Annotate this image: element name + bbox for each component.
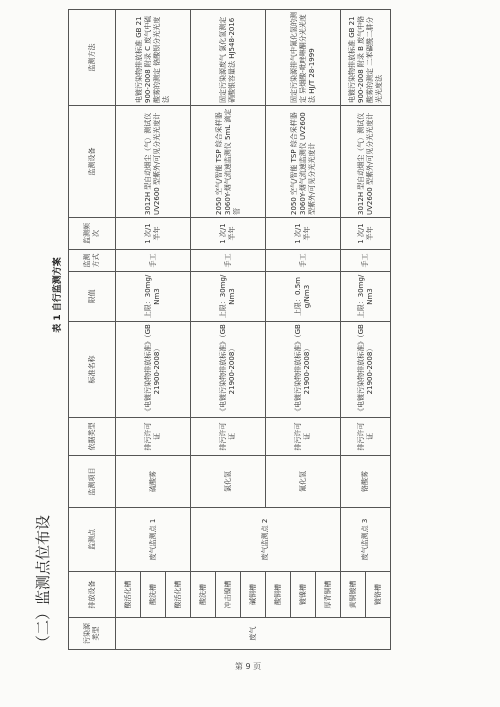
item-cell: 硫酸雾 [116, 456, 191, 508]
method-cell: 电镀污染物排放标准 GB 21900-2008 附录 C 废气中硫酸雾的测定 铬酸钡分光光度法 [116, 10, 191, 106]
basis-cell: 排污许可证 [266, 418, 341, 456]
freq-cell: 1 次/1 半年 [266, 218, 341, 250]
equipment-cell: 碱铜槽 [241, 572, 266, 618]
method-cell: 固定污染源排气中氰化氢的测定 异烟酸-吡唑啉酮分光光度法 HJ/T 28-1999 [266, 10, 341, 106]
mode-cell: 手工 [191, 250, 266, 272]
basis-cell: 排污许可证 [341, 418, 391, 456]
method-cell: 固定污染源废气 氯化氢测定 硝酸银容量法 HJ548-2016 [191, 10, 266, 106]
method-cell: 电镀污染物排放标准 GB 21900-2008 附录 B 废气中铬酸雾的测定 二苯碳酰二肼分光光度法 [341, 10, 391, 106]
equipment-cell: 酸活化槽 [116, 572, 141, 618]
header-cell: 排放设备 [69, 572, 116, 618]
limit-cell: 上限：30mg/Nm3 [191, 272, 266, 322]
header-cell: 依据类型 [69, 418, 116, 456]
item-cell: 铬酸雾 [341, 456, 391, 508]
section-heading: （二）监测点位布设 [34, 514, 52, 650]
equipment-cell: 酸洗槽 [191, 572, 216, 618]
table-title: 表 1 自行监测方案 [53, 257, 63, 333]
header-cell: 监测频次 [69, 218, 116, 250]
device-cell: 3012H 型自动烟尘（气）测试仪 UV2600 型紫外/可见分光光度计 [341, 106, 391, 218]
freq-cell: 1 次/1 半年 [341, 218, 391, 250]
limit-cell: 上限：30mg/Nm3 [341, 272, 391, 322]
page-number: 第 9 页 [234, 662, 262, 671]
mode-cell: 手工 [341, 250, 391, 272]
device-cell: 2050 空气/智能 TSP 综合采样器 3060Y-烟气流速监测仪 5mL 滴定管 [191, 106, 266, 218]
equipment-cell: 厚背铜槽 [316, 572, 341, 618]
header-cell: 监测方法 [69, 10, 116, 106]
header-cell: 污染源类型 [69, 618, 116, 650]
standard-cell: 《电镀污染物排放标准》（GB 21900-2008） [116, 322, 191, 418]
device-cell: 3012H 型自动烟尘（气）测试仪 UV2600 型紫外/可见分光光度计 [116, 106, 191, 218]
standard-cell: 《电镀污染物排放标准》（GB 21900-2008） [191, 322, 266, 418]
freq-cell: 1 次/1 半年 [116, 218, 191, 250]
standard-cell: 《电镀污染物排放标准》（GB 21900-2008） [266, 322, 341, 418]
limit-cell: 上限：0.5mg/Nm3 [266, 272, 341, 322]
mode-cell: 手工 [116, 250, 191, 272]
header-cell: 监测点 [69, 508, 116, 572]
mode-cell: 手工 [266, 250, 341, 272]
equipment-cell: 镀铬槽 [366, 572, 391, 618]
header-row [69, 10, 116, 650]
equipment-cell: 镀镍槽 [291, 572, 316, 618]
equipment-cell: 酸铜槽 [266, 572, 291, 618]
device-cell: 2050 空气/智能 TSP 综合采样器 3060Y-烟气流速监测仪 UV2600 型紫外/可见分光光度计 [266, 106, 341, 218]
limit-cell: 上限：30mg/Nm3 [116, 272, 191, 322]
monitoring-plan-table [68, 9, 391, 650]
equipment-cell: 黄铜镀槽 [341, 572, 366, 618]
basis-cell: 排污许可证 [116, 418, 191, 456]
table-row [116, 10, 141, 650]
rotated-page [30, 10, 470, 650]
header-cell: 监测设备 [69, 106, 116, 218]
table-row [191, 10, 216, 650]
header-cell: 限值 [69, 272, 116, 322]
header-cell: 监测项目 [69, 456, 116, 508]
point-cell: 废气监测点 3 [341, 508, 391, 572]
point-cell: 废气监测点 1 [116, 508, 191, 572]
standard-cell: 《电镀污染物排放标准》（GB 21900-2008） [341, 322, 391, 418]
basis-cell: 排污许可证 [191, 418, 266, 456]
equipment-cell: 冲击镍槽 [216, 572, 241, 618]
point-cell: 废气监测点 2 [191, 508, 341, 572]
header-cell: 监测方式 [69, 250, 116, 272]
table-row [341, 10, 366, 650]
item-cell: 氰化氢 [266, 456, 341, 508]
category-cell: 废气 [116, 618, 391, 650]
header-cell: 标准名称 [69, 322, 116, 418]
freq-cell: 1 次/1 半年 [191, 218, 266, 250]
equipment-cell: 酸活化槽 [166, 572, 191, 618]
item-cell: 氯化氢 [191, 456, 266, 508]
equipment-cell: 酸洗槽 [141, 572, 166, 618]
